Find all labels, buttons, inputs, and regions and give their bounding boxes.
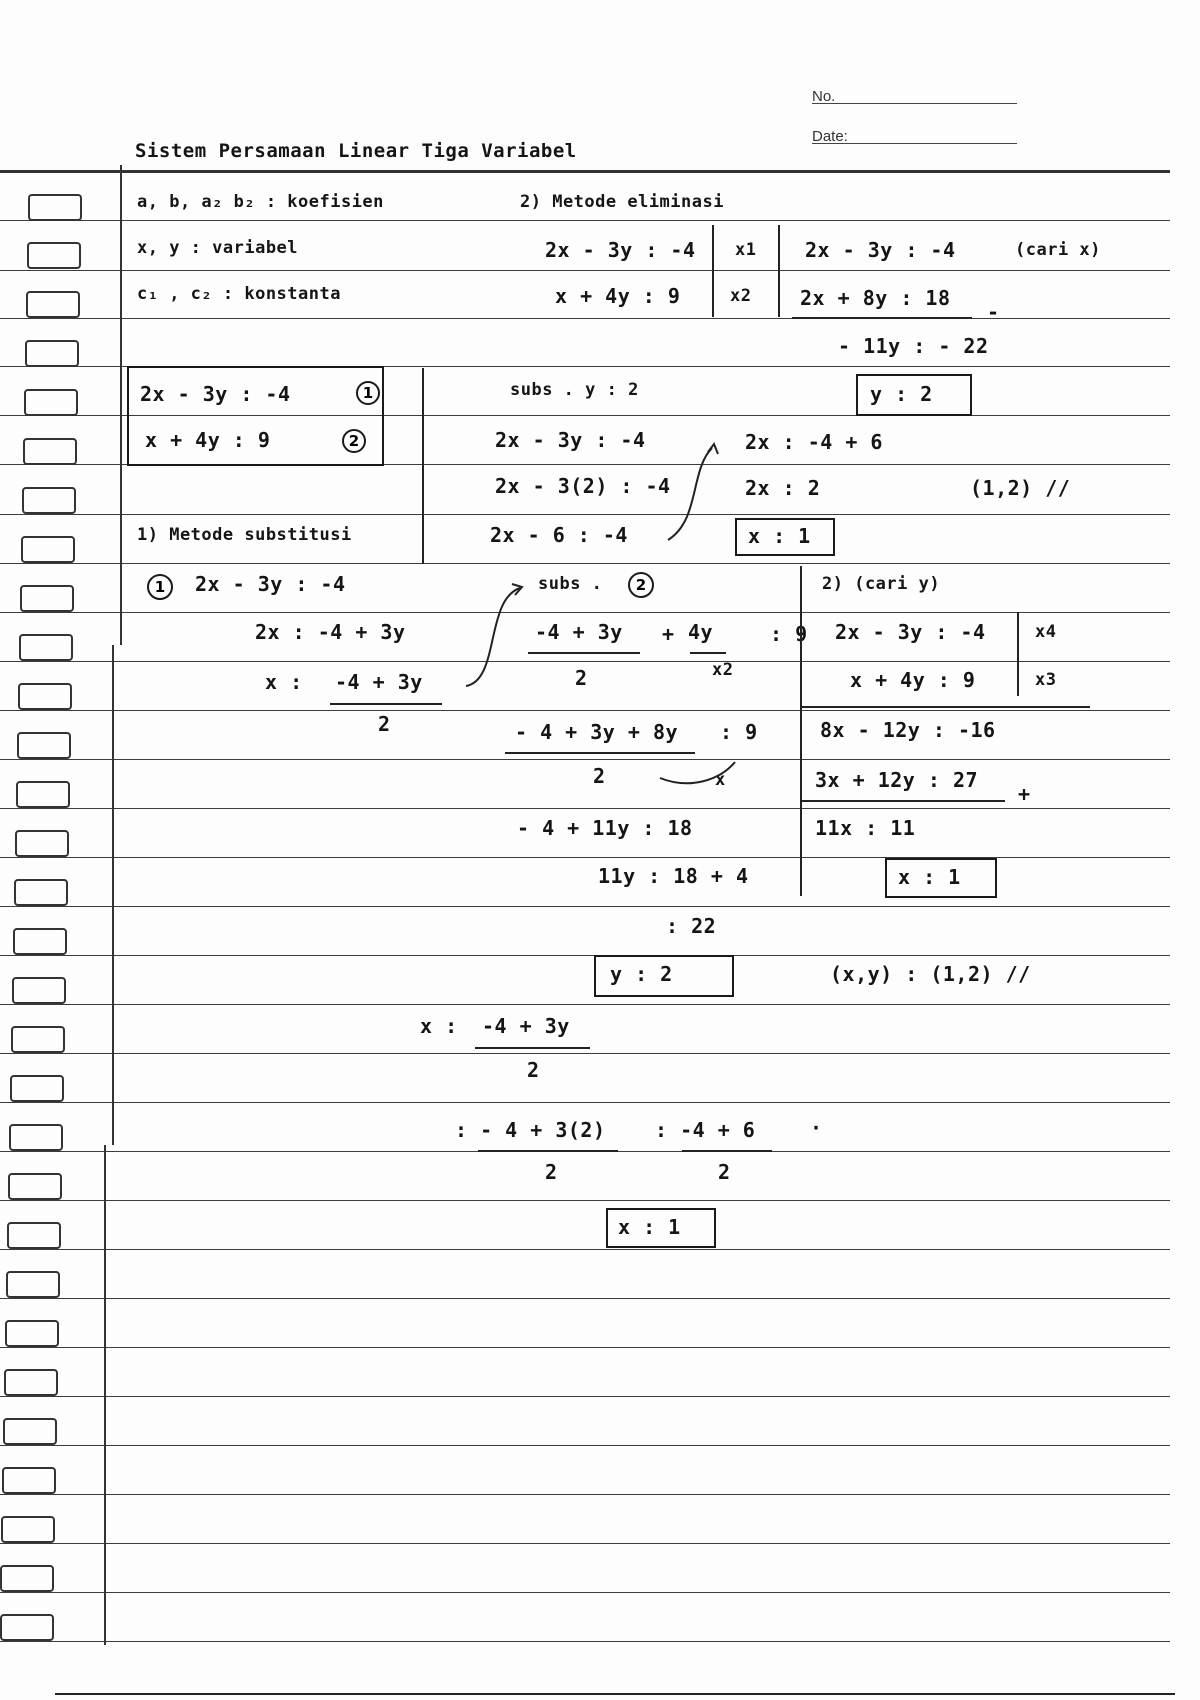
elim-eq2: x + 4y : 9 [555, 284, 681, 308]
system-eq1: 2x - 3y : -4 [140, 382, 291, 406]
backsub-eq2: 2x - 3(2) : -4 [495, 474, 671, 498]
sub-r2-x: x [715, 770, 726, 790]
elim2-mult2: x3 [1035, 670, 1057, 690]
system-eq2: x + 4y : 9 [145, 428, 271, 452]
elim-mult2: x2 [730, 286, 752, 306]
backsub-c2: 2x : 2 [745, 476, 821, 500]
xcalc-den1: 2 [545, 1160, 558, 1184]
backsub-c1: 2x : -4 + 6 [745, 430, 883, 454]
legend-variable: x, y : variabel [137, 238, 299, 258]
backsub-eq3: 2x - 6 : -4 [490, 523, 628, 547]
xback-num: -4 + 3y [482, 1014, 570, 1038]
final-pair: (x,y) : (1,2) // [830, 962, 1031, 986]
backsub-eq1: 2x - 3y : -4 [495, 428, 646, 452]
elim-row1: 2x - 3y : -4 [805, 238, 956, 262]
xcalc-num1: : - 4 + 3(2) [455, 1118, 606, 1142]
xcalc-dot: · [810, 1116, 823, 1140]
elim-row2: 2x + 8y : 18 [800, 286, 951, 310]
elim-mult1: x1 [735, 240, 757, 260]
sub-r1-plus: + [662, 622, 675, 646]
legend-coefficient: a, b, a₂ b₂ : koefisien [137, 192, 384, 212]
arrowhead-backsub [708, 444, 718, 454]
no-label: No. [812, 88, 836, 105]
elim2-g3: 11x : 11 [815, 816, 916, 840]
substitution-heading: 1) Metode substitusi [137, 525, 352, 545]
page-bottom-line [55, 1693, 1175, 1695]
eq1-tag-circle: 1 [356, 381, 380, 405]
elim-note-cari-x: (cari x) [1015, 240, 1101, 260]
sub-r4: 11y : 18 + 4 [598, 864, 749, 888]
sub-r1-num: -4 + 3y [535, 620, 623, 644]
elim-eq1: 2x - 3y : -4 [545, 238, 696, 262]
eq2-tag-circle: 2 [342, 429, 366, 453]
multiply-curve [660, 762, 735, 783]
xback-lhs: x : [420, 1014, 458, 1038]
sub-step3-num: -4 + 3y [335, 670, 423, 694]
elim2-plus-op: + [1018, 782, 1031, 806]
x-result-1: x : 1 [748, 524, 811, 548]
sub-r1-mult: x2 [712, 660, 734, 680]
y-result-2: y : 2 [610, 962, 673, 986]
elimination-heading: 2) Metode eliminasi [520, 192, 724, 212]
elim2-f1: 2x - 3y : -4 [835, 620, 986, 644]
legend-constant: c₁ , c₂ : konstanta [137, 284, 341, 304]
elim2-f2: x + 4y : 9 [850, 668, 976, 692]
sub-r3: - 4 + 11y : 18 [517, 816, 693, 840]
elim-minus-op: - [987, 300, 1000, 324]
sub-r2-rhs: : 9 [720, 720, 758, 744]
pair-result-1: (1,2) // [970, 476, 1071, 500]
page-title: Sistem Persamaan Linear Tiga Variabel [135, 140, 577, 162]
sub-subs-tag: 2 [628, 572, 654, 598]
x-result-2: x : 1 [898, 865, 961, 889]
elim2-g1: 8x - 12y : -16 [820, 718, 996, 742]
sub-subs-label: subs . [538, 574, 603, 594]
arrow-backsub [668, 448, 712, 540]
x-result-3: x : 1 [618, 1215, 681, 1239]
sub-step3-lhs: x : [265, 670, 303, 694]
arrow-substitution [466, 588, 520, 686]
sub-r2-den: 2 [593, 764, 606, 788]
elim-row3: - 11y : - 22 [838, 334, 989, 358]
sub-r1-rhs: : 9 [770, 622, 808, 646]
elim2-heading: 2) (cari y) [822, 574, 941, 594]
elim2-mult1: x4 [1035, 622, 1057, 642]
xcalc-den2: 2 [718, 1160, 731, 1184]
elim2-g2: 3x + 12y : 27 [815, 768, 979, 792]
sub-step1: 2x - 3y : -4 [195, 572, 346, 596]
y-result-1: y : 2 [870, 382, 933, 406]
sub-r5: : 22 [666, 914, 717, 938]
sub-r2-num: - 4 + 3y + 8y [515, 720, 679, 744]
backsub-label: subs . y : 2 [510, 380, 639, 400]
date-label: Date: [812, 128, 848, 145]
sub-r1-num2: 4y [688, 620, 714, 644]
sub-eq1-tag: 1 [147, 574, 173, 600]
xback-den: 2 [527, 1058, 540, 1082]
sub-step2: 2x : -4 + 3y [255, 620, 406, 644]
xcalc-num2: : -4 + 6 [655, 1118, 756, 1142]
sub-step3-den: 2 [378, 712, 391, 736]
sub-r1-den: 2 [575, 666, 588, 690]
